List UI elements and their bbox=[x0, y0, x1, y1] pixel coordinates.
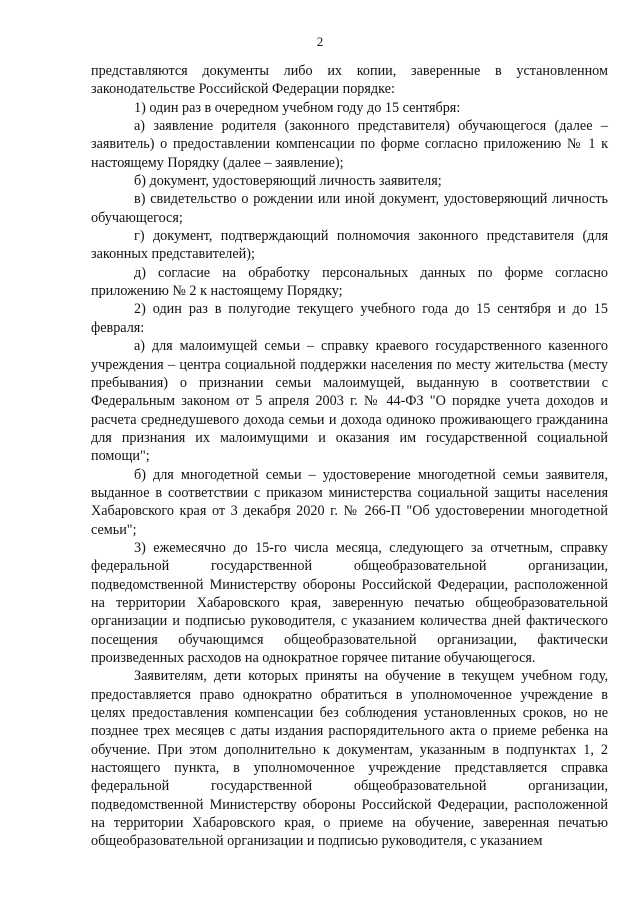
paragraph-item-2: 2) один раз в полугодие текущего учебного года до 15 сентября и до 15 февраля: bbox=[91, 301, 608, 336]
paragraph-item-2b: б) для многодетной семьи – удостоверение многодетной семьи заявителя, выданное в соответствии с приказом министерства социальной защиты населения Хабаровского края от 3 декабря 2020 г. № 266-П "Об удостоверении многодетной семьи"; bbox=[91, 466, 608, 538]
paragraph-intro: представляются документы либо их копии, заверенные в установленном законодательстве Российской Федерации порядке: bbox=[91, 63, 608, 98]
paragraph-item-3: 3) ежемесячно до 15-го числа месяца, следующего за отчетным, справку федеральной государственной общеобразовательной организации, подведомственной Министерству обороны Российской Федерации, расположенной на территории Хабаровского края, заверенную печатью общеобразовательной организации и подписью руководителя, с указанием количества дней фактического посещения обучающимся общеобразовательной организации, фактически произведенных расходов на однократное горячее питание обучающегося. bbox=[91, 539, 608, 666]
document-body bbox=[91, 62, 608, 851]
paragraph-item-2a: а) для малоимущей семьи – справку краевого государственного казенного учреждения – центра социальной поддержки населения по месту жительства (месту пребывания) о признании семьи малоимущей, выданную в соответствии с Федеральным законом от 5 апреля 2003 г. № 44-ФЗ "О порядке учета доходов и расчета среднедушевого дохода семьи и дохода одиноко проживающего гражданина для признания их малоимущими и оказания им государственной социальной помощи"; bbox=[91, 338, 608, 465]
paragraph-item-1a: а) заявление родителя (законного представителя) обучающегося (далее – заявитель) о предоставлении компенсации по форме согласно приложению № 1 к настоящему Порядку (далее – заявление); bbox=[91, 118, 608, 171]
paragraph-applicants: Заявителям, дети которых приняты на обучение в текущем учебном году, предоставляется право однократно обратиться в уполномоченное учреждение в целях предоставления компенсации без соблюдения установленных сроков, но не позднее трех месяцев с даты издания распорядительного акта о приеме ребенка на обучение. При этом дополнительно к документам, указанным в подпунктах 1, 2 настоящего пункта, в уполномоченное учреждение представляется справка федеральной государственной общеобразовательной организации, подведомственной Министерству обороны Российской Федерации, расположенной на территории Хабаровского края, о приеме на обучение, заверенная печатью общеобразовательной организации и подписью руководителя, с указанием bbox=[91, 668, 608, 850]
paragraph-item-1: 1) один раз в очередном учебном году до 15 сентября: bbox=[134, 99, 461, 116]
paragraph-item-1d: г) документ, подтверждающий полномочия законного представителя (для законных представителей); bbox=[91, 228, 608, 263]
paragraph-item-1c: в) свидетельство о рождении или иной документ, удостоверяющий личность обучающегося; bbox=[91, 191, 608, 226]
paragraph-item-1b: б) документ, удостоверяющий личность заявителя; bbox=[134, 173, 442, 190]
paragraph-item-1e: д) согласие на обработку персональных данных по форме согласно приложению № 2 к настоящему Порядку; bbox=[91, 264, 608, 300]
page-number: 2 bbox=[316, 34, 324, 49]
